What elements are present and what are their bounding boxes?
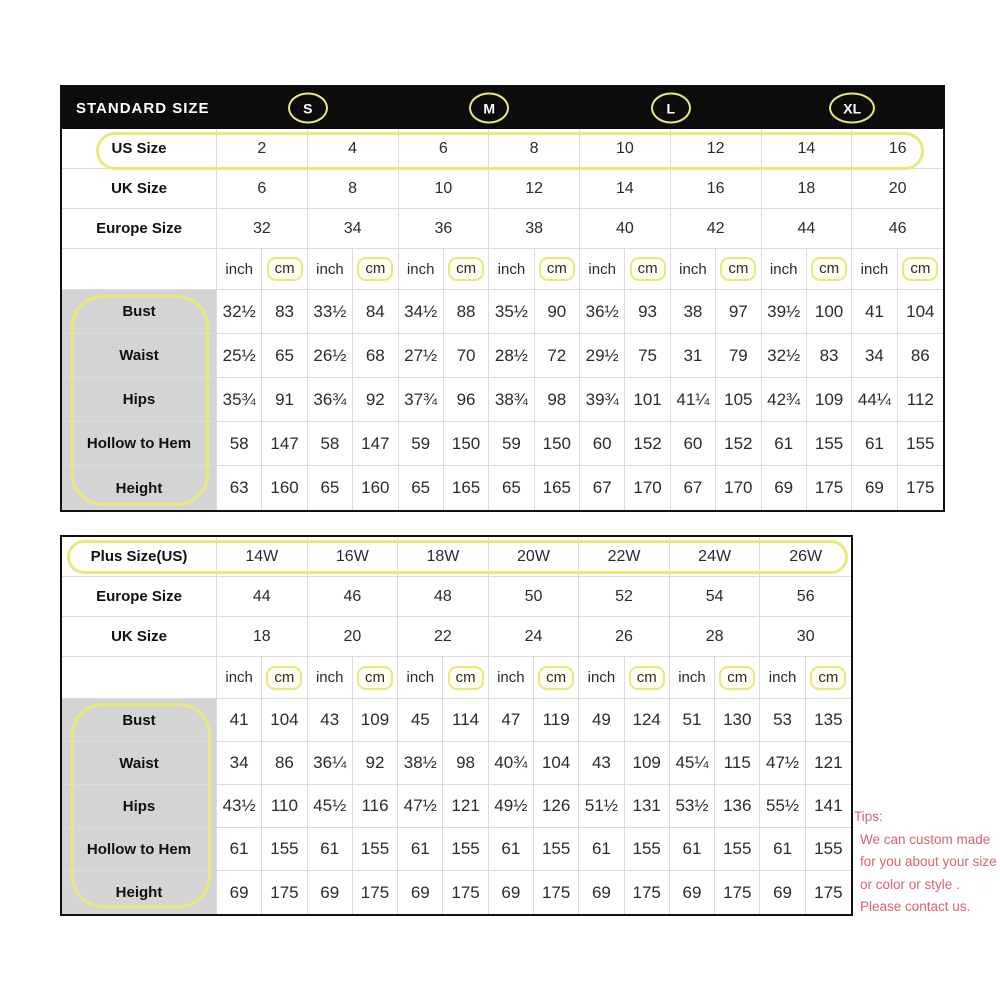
measure-value-cell: 34 (217, 742, 262, 785)
measure-value-cell: 59 (399, 422, 444, 466)
row-label: Europe Size (62, 577, 217, 617)
measure-value-cell: 43 (308, 699, 353, 742)
measure-value-cell: 28½ (489, 334, 534, 378)
measure-value-cell: 58 (217, 422, 262, 466)
size-value-cell: 4 (308, 129, 399, 169)
cm-unit-cell (443, 657, 488, 699)
measure-value-cell: 114 (443, 699, 488, 742)
measure-value-cell: 96 (444, 378, 489, 422)
size-value-cell: 8 (489, 129, 580, 169)
measure-value-cell: 130 (715, 699, 760, 742)
measure-value-cell: 41 (852, 290, 897, 334)
measure-value-cell: 65 (489, 466, 534, 510)
tips-line: for you about your size (860, 854, 997, 869)
row-label: UK Size (62, 617, 217, 657)
plus-size-rows (62, 537, 851, 914)
measure-value-cell: 47 (489, 699, 534, 742)
measure-value-cell: 34 (852, 334, 897, 378)
size-group-badge-m: M (469, 93, 509, 124)
size-value-cell: 22W (579, 537, 670, 577)
unit-header-row (62, 657, 851, 699)
measure-value-cell: 35¾ (217, 378, 262, 422)
size-row (62, 169, 943, 209)
measure-value-cell: 29½ (580, 334, 625, 378)
row-label: Hips (62, 378, 217, 422)
measure-value-cell: 175 (262, 871, 307, 914)
measure-value-cell: 37¾ (399, 378, 444, 422)
cm-highlight-badge: cm (719, 666, 755, 690)
measure-value-cell: 43 (579, 742, 624, 785)
size-value-cell: 26 (579, 617, 670, 657)
measure-value-cell: 49½ (489, 785, 534, 828)
size-value-cell: 20W (489, 537, 580, 577)
measure-value-cell: 69 (762, 466, 807, 510)
row-label: Hollow to Hem (62, 422, 217, 466)
size-value-cell: 14 (762, 129, 853, 169)
size-row (62, 209, 943, 249)
cm-unit-cell (716, 249, 761, 290)
measure-value-cell: 38¾ (489, 378, 534, 422)
measure-value-cell: 61 (760, 828, 805, 871)
measure-value-cell: 109 (353, 699, 398, 742)
size-value-cell: 20 (852, 169, 943, 209)
measure-value-cell: 115 (715, 742, 760, 785)
measure-value-cell: 86 (262, 742, 307, 785)
measure-value-cell: 34½ (399, 290, 444, 334)
inch-unit-label: inch (579, 657, 624, 699)
measure-value-cell: 63 (217, 466, 262, 510)
measure-value-cell: 90 (535, 290, 580, 334)
size-value-cell: 26W (760, 537, 851, 577)
inch-unit-label: inch (398, 657, 443, 699)
measure-row (62, 828, 851, 871)
row-label: Waist (62, 742, 217, 785)
cm-unit-cell (535, 249, 580, 290)
cm-highlight-badge: cm (448, 666, 484, 690)
measure-value-cell: 155 (807, 422, 852, 466)
measure-value-cell: 47½ (398, 785, 443, 828)
measure-value-cell: 170 (716, 466, 761, 510)
measure-value-cell: 75 (625, 334, 670, 378)
measure-value-cell: 104 (534, 742, 579, 785)
measure-value-cell: 112 (898, 378, 943, 422)
measure-value-cell: 92 (353, 742, 398, 785)
measure-value-cell: 67 (580, 466, 625, 510)
size-value-cell: 28 (670, 617, 761, 657)
measure-value-cell: 155 (898, 422, 943, 466)
measure-value-cell: 49 (579, 699, 624, 742)
tips-heading: Tips: (854, 809, 883, 824)
measure-value-cell: 152 (625, 422, 670, 466)
measure-value-cell: 32½ (217, 290, 262, 334)
measure-value-cell: 155 (534, 828, 579, 871)
measure-value-cell: 44¼ (852, 378, 897, 422)
measure-value-cell: 135 (806, 699, 851, 742)
cm-unit-cell (625, 249, 670, 290)
measure-value-cell: 160 (262, 466, 307, 510)
measure-value-cell: 175 (534, 871, 579, 914)
measure-value-cell: 175 (807, 466, 852, 510)
measure-value-cell: 36¾ (308, 378, 353, 422)
measure-value-cell: 121 (443, 785, 488, 828)
size-value-cell: 10 (399, 169, 490, 209)
size-value-cell: 16 (852, 129, 943, 169)
tips-note (854, 806, 1000, 919)
measure-value-cell: 36½ (580, 290, 625, 334)
measure-value-cell: 83 (262, 290, 307, 334)
measure-row (62, 785, 851, 828)
size-value-cell: 16W (308, 537, 399, 577)
unit-header-row (62, 249, 943, 290)
cm-unit-cell (806, 657, 851, 699)
measure-value-cell: 65 (262, 334, 307, 378)
standard-size-table (60, 85, 945, 512)
size-value-cell: 14W (217, 537, 308, 577)
measure-value-cell: 26½ (308, 334, 353, 378)
measure-value-cell: 175 (906, 478, 935, 497)
measure-value-cell: 61 (217, 828, 262, 871)
measure-value-cell: 38½ (398, 742, 443, 785)
size-value-cell: 52 (579, 577, 670, 617)
size-value-cell: 12 (489, 169, 580, 209)
measure-row (62, 290, 943, 334)
measure-value-cell: 69 (579, 871, 624, 914)
measure-value-cell: 61 (579, 828, 624, 871)
measure-value-cell: 109 (625, 742, 670, 785)
tips-line: We can custom made (860, 831, 991, 847)
measure-value-cell: 155 (262, 828, 307, 871)
inch-unit-label: inch (308, 657, 353, 699)
measure-value-cell: 104 (262, 699, 307, 742)
inch-unit-label: inch (671, 249, 716, 290)
measure-value-cell: 58 (308, 422, 353, 466)
standard-size-title: STANDARD SIZE (76, 99, 210, 117)
measure-value-cell: 36¼ (308, 742, 353, 785)
size-value-cell: 18W (398, 537, 489, 577)
measure-value-cell: 141 (806, 785, 851, 828)
size-value-cell: 6 (217, 169, 308, 209)
measure-row (62, 422, 943, 466)
measure-row (62, 699, 851, 742)
measure-value-cell: 175 (814, 882, 843, 902)
measure-value-cell: 47½ (760, 742, 805, 785)
inch-unit-label: inch (308, 249, 353, 290)
measure-value-cell: 131 (625, 785, 670, 828)
cm-unit-cell (353, 249, 398, 290)
measure-row (62, 378, 943, 422)
measure-value-cell: 121 (806, 742, 851, 785)
size-group-badge-xl: XL (829, 93, 875, 124)
measure-value-cell: 60 (580, 422, 625, 466)
row-label: Height (62, 871, 217, 914)
measure-value-cell: 60 (671, 422, 716, 466)
size-value-cell: 36 (399, 209, 490, 249)
measure-value-cell: 31 (671, 334, 716, 378)
measure-row (62, 334, 943, 378)
measure-value-cell: 91 (262, 378, 307, 422)
size-value-cell: 8 (308, 169, 399, 209)
measure-value-cell: 170 (625, 466, 670, 510)
measure-value-cell: 155 (443, 828, 488, 871)
measure-value-cell: 101 (625, 378, 670, 422)
size-value-cell: 6 (399, 129, 490, 169)
measure-value-cell: 93 (625, 290, 670, 334)
measure-value-cell: 155 (353, 828, 398, 871)
measure-value-cell: 70 (444, 334, 489, 378)
measure-value-cell: 79 (716, 334, 761, 378)
measure-value-cell: 165 (535, 466, 580, 510)
measure-value-cell: 175 (715, 871, 760, 914)
measure-value-cell: 84 (353, 290, 398, 334)
inch-unit-label: inch (489, 657, 534, 699)
row-label: Bust (62, 699, 217, 742)
size-value-cell: 34 (308, 209, 399, 249)
measure-value-cell: 175 (353, 871, 398, 914)
row-label: Hips (62, 785, 217, 828)
cm-highlight-badge: cm (266, 666, 302, 690)
measure-value-cell: 155 (806, 828, 851, 871)
cm-highlight-badge: cm (811, 257, 847, 281)
measure-value-cell: 165 (444, 466, 489, 510)
size-group-badge-l: L (651, 93, 691, 124)
measure-value-cell: 39¾ (580, 378, 625, 422)
measure-value-cell: 100 (807, 290, 852, 334)
tips-line: Please contact us. (860, 899, 971, 914)
size-value-cell: 38 (489, 209, 580, 249)
size-value-cell: 32 (217, 209, 308, 249)
row-label: Europe Size (62, 209, 217, 249)
measure-value-cell: 69 (398, 871, 443, 914)
plus-size-table (60, 535, 853, 916)
measure-value-cell: 67 (671, 466, 716, 510)
cm-unit-cell (444, 249, 489, 290)
size-value-cell: 20 (308, 617, 399, 657)
measure-value-cell: 69 (760, 871, 805, 914)
measure-value-cell: 61 (489, 828, 534, 871)
row-label: Waist (62, 334, 217, 378)
measure-value-cell: 86 (898, 334, 943, 378)
cm-unit-cell (807, 249, 852, 290)
measure-value-cell: 109 (807, 378, 852, 422)
measure-value-cell: 41¼ (671, 378, 716, 422)
measure-value-cell: 124 (625, 699, 670, 742)
measure-value-cell: 69 (489, 871, 534, 914)
measure-value-cell: 43½ (217, 785, 262, 828)
measure-value-cell: 51 (670, 699, 715, 742)
measure-value-cell: 61 (398, 828, 443, 871)
measure-value-cell: 51½ (579, 785, 624, 828)
measure-value-cell: 147 (353, 422, 398, 466)
size-row (62, 129, 943, 169)
inch-unit-label: inch (217, 657, 262, 699)
measure-value-cell: 69 (670, 871, 715, 914)
row-label: Height (62, 466, 217, 510)
measure-value-cell: 83 (807, 334, 852, 378)
row-label: Plus Size(US) (62, 537, 217, 577)
size-value-cell: 50 (489, 577, 580, 617)
row-label: US Size (62, 129, 217, 169)
size-row (62, 537, 851, 577)
measure-value-cell: 55½ (760, 785, 805, 828)
size-value-cell: 30 (760, 617, 851, 657)
measure-value-cell: 104 (898, 290, 943, 334)
size-value-cell: 44 (217, 577, 308, 617)
size-value-cell: 16 (671, 169, 762, 209)
measure-value-cell: 61 (762, 422, 807, 466)
size-value-cell: 40 (580, 209, 671, 249)
cm-unit-cell (353, 657, 398, 699)
measure-value-cell: 32½ (762, 334, 807, 378)
measure-value-cell: 155 (625, 828, 670, 871)
measure-value-cell: 61 (670, 828, 715, 871)
inch-unit-label: inch (670, 657, 715, 699)
size-value-cell: 24W (670, 537, 761, 577)
measure-value-cell: 59 (489, 422, 534, 466)
measure-value-cell: 152 (716, 422, 761, 466)
measure-value-cell: 68 (353, 334, 398, 378)
size-value-cell: 44 (762, 209, 853, 249)
measure-row (62, 742, 851, 785)
row-label: Bust (62, 290, 217, 334)
measure-row (62, 871, 851, 914)
unit-row-empty-label (62, 249, 217, 290)
cm-highlight-badge: cm (629, 666, 665, 690)
standard-size-header (62, 87, 943, 129)
measure-value-cell: 69 (852, 466, 897, 510)
measure-value-cell: 53½ (670, 785, 715, 828)
measure-value-cell: 40¾ (489, 742, 534, 785)
measure-value-cell: 150 (535, 422, 580, 466)
row-label: UK Size (62, 169, 217, 209)
size-value-cell: 56 (760, 577, 851, 617)
cm-highlight-badge: cm (357, 666, 393, 690)
size-value-cell: 46 (308, 577, 399, 617)
measure-value-cell: 155 (715, 828, 760, 871)
measure-row (62, 466, 943, 510)
measure-value-cell: 61 (308, 828, 353, 871)
measure-value-cell: 45½ (308, 785, 353, 828)
measure-value-cell: 150 (444, 422, 489, 466)
cm-highlight-badge: cm (720, 257, 756, 281)
measure-value-cell: 92 (353, 378, 398, 422)
inch-unit-label: inch (760, 657, 805, 699)
cm-unit-cell (898, 249, 943, 290)
measure-value-cell: 126 (534, 785, 579, 828)
measure-value-cell: 25½ (217, 334, 262, 378)
measure-value-cell: 119 (534, 699, 579, 742)
measure-value-cell: 69 (217, 871, 262, 914)
measure-value-cell: 53 (760, 699, 805, 742)
size-row (62, 617, 851, 657)
cm-unit-cell (625, 657, 670, 699)
measure-value-cell: 72 (535, 334, 580, 378)
cm-highlight-badge: cm (810, 666, 846, 690)
measure-value-cell: 175 (625, 871, 670, 914)
tips-line: or color or style . (860, 876, 960, 892)
measure-value-cell: 98 (535, 378, 580, 422)
cm-highlight-badge: cm (267, 257, 303, 281)
size-row (62, 577, 851, 617)
measure-value-cell: 147 (262, 422, 307, 466)
cm-highlight-badge: cm (357, 257, 393, 281)
measure-value-cell: 98 (443, 742, 488, 785)
measure-value-cell: 45 (398, 699, 443, 742)
measure-value-cell: 160 (353, 466, 398, 510)
cm-highlight-badge: cm (538, 666, 574, 690)
size-value-cell: 2 (217, 129, 308, 169)
standard-size-rows (62, 129, 943, 510)
size-value-cell: 10 (580, 129, 671, 169)
measure-value-cell: 35½ (489, 290, 534, 334)
size-value-cell: 12 (671, 129, 762, 169)
inch-unit-label: inch (762, 249, 807, 290)
measure-value-cell: 110 (262, 785, 307, 828)
cm-highlight-badge: cm (448, 257, 484, 281)
measure-value-cell: 42¾ (762, 378, 807, 422)
row-label: Hollow to Hem (62, 828, 217, 871)
size-value-cell: 18 (762, 169, 853, 209)
size-group-badge-s: S (288, 93, 328, 124)
size-value-cell: 54 (670, 577, 761, 617)
cm-unit-cell (534, 657, 579, 699)
measure-value-cell: 33½ (308, 290, 353, 334)
measure-value-cell: 116 (353, 785, 398, 828)
size-value-cell: 48 (398, 577, 489, 617)
inch-unit-label: inch (489, 249, 534, 290)
measure-value-cell: 39½ (762, 290, 807, 334)
measure-value-cell: 136 (715, 785, 760, 828)
measure-value-cell: 175 (443, 871, 488, 914)
measure-value-cell: 41 (217, 699, 262, 742)
measure-value-cell: 65 (308, 466, 353, 510)
measure-value-cell: 61 (852, 422, 897, 466)
size-value-cell: 18 (217, 617, 308, 657)
inch-unit-label: inch (217, 249, 262, 290)
cm-unit-cell (715, 657, 760, 699)
size-value-cell: 24 (489, 617, 580, 657)
inch-unit-label: inch (852, 249, 897, 290)
measure-value-cell: 88 (444, 290, 489, 334)
inch-unit-label: inch (399, 249, 444, 290)
measure-value-cell: 97 (716, 290, 761, 334)
cm-unit-cell (262, 657, 307, 699)
cm-highlight-badge: cm (630, 257, 666, 281)
unit-row-empty-label (62, 657, 217, 699)
cm-unit-cell (262, 249, 307, 290)
size-value-cell: 22 (398, 617, 489, 657)
size-value-cell: 42 (671, 209, 762, 249)
measure-value-cell: 105 (716, 378, 761, 422)
measure-value-cell: 69 (308, 871, 353, 914)
measure-value-cell: 38 (671, 290, 716, 334)
size-value-cell: 46 (852, 209, 943, 249)
measure-value-cell: 27½ (399, 334, 444, 378)
measure-value-cell: 65 (399, 466, 444, 510)
cm-highlight-badge: cm (539, 257, 575, 281)
measure-value-cell: 45¼ (670, 742, 715, 785)
size-value-cell: 14 (580, 169, 671, 209)
inch-unit-label: inch (580, 249, 625, 290)
cm-highlight-badge: cm (902, 257, 938, 281)
